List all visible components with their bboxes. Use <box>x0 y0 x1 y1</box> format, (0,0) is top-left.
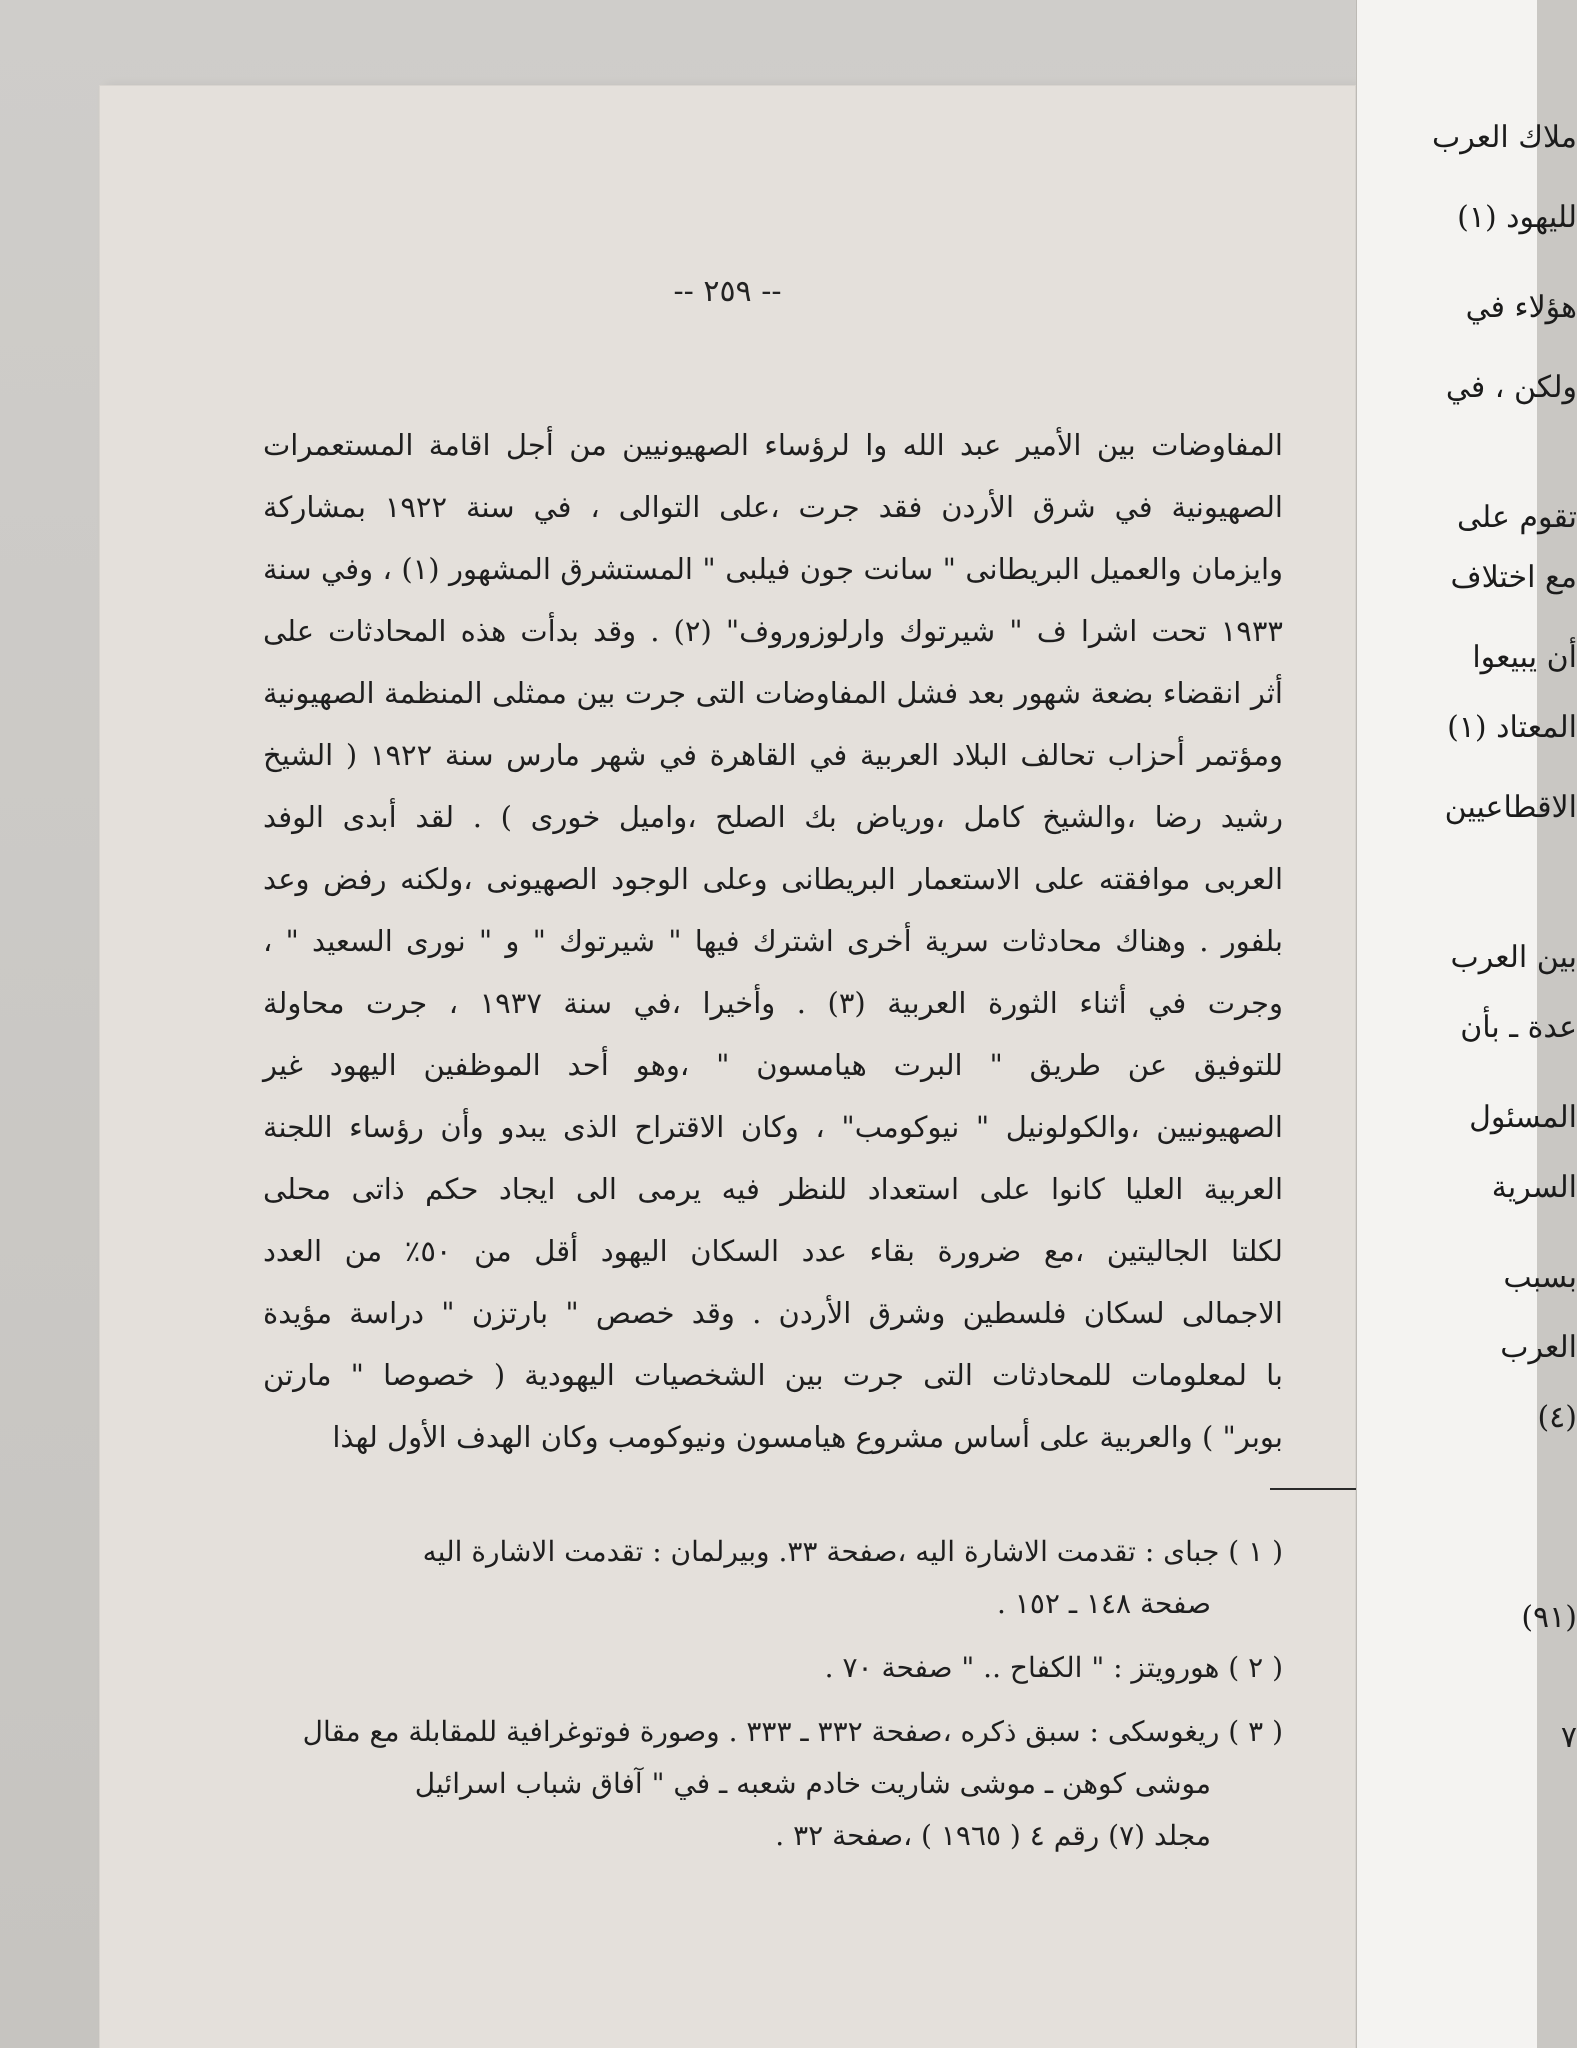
page-number: -- ٢٥٩ -- <box>673 274 782 309</box>
body-line: أثر انقضاء بضعة شهور بعد فشل المفاوضات التى جرت بين ممثلى المنظمة الصهيونية <box>263 676 1283 710</box>
body-line: بلفور . وهناك محادثات سرية أخرى اشترك فيها " شيرتوك " و " نورى السعيد " ، <box>263 924 1283 958</box>
footnote-text: صفحة ١٤٨ ـ ١٥٢ . <box>996 1587 1211 1620</box>
adjacent-page-fragment: بين العرب <box>1450 940 1577 975</box>
adjacent-page <box>1356 0 1577 2048</box>
footnote-3 <box>243 1706 1283 1862</box>
adjacent-page-fragment: ملاك العرب <box>1432 120 1577 155</box>
footnote-marker: ( ١ ) <box>1228 1535 1283 1568</box>
body-line: الاجمالى لسكان فلسطين وشرق الأردن . وقد خصص " بارتزن " دراسة مؤيدة <box>263 1296 1283 1330</box>
footnote-2 <box>243 1642 1283 1694</box>
adjacent-page-fragment: هؤلاء في <box>1465 290 1577 325</box>
body-line: با لمعلومات للمحادثات التى جرت بين الشخصيات اليهودية ( خصوصا " مارتن <box>263 1358 1283 1392</box>
adjacent-page-fragment: السرية <box>1491 1170 1577 1205</box>
body-line: وجرت في أثناء الثورة العربية (٣) . وأخيرا ،في سنة ١٩٣٧ ، جرت محاولة <box>263 986 1283 1020</box>
body-line: وايزمان والعميل البريطانى " سانت جون فيلبى " المستشرق المشهور (١) ، وفي سنة <box>263 552 1284 586</box>
body-line: لكلتا الجاليتين ،مع ضرورة بقاء عدد السكان اليهود أقل من ٥٠٪ من العدد <box>263 1234 1283 1268</box>
adjacent-page-fragment: عدة ـ بأن <box>1460 1010 1577 1045</box>
footnotes <box>243 1526 1283 1874</box>
footnote-text: جباى : تقدمت الاشارة اليه ،صفحة ٣٣. وبيرلمان : تقدمت الاشارة اليه <box>422 1535 1220 1568</box>
book-page <box>100 86 1355 2048</box>
footnote-marker: ( ٢ ) <box>1228 1651 1283 1684</box>
adjacent-page-fragment: الاقطاعيين <box>1444 790 1577 825</box>
adjacent-page-fragment: لليهود (١) <box>1457 200 1577 235</box>
body-line: العربية العليا كانوا على استعداد للنظر فيه يرمى الى ايجاد حكم ذاتى محلى <box>263 1172 1283 1206</box>
footnote-1 <box>243 1526 1283 1630</box>
body-line: ١٩٣٣ تحت اشرا ف " شيرتوك وارلوزوروف" (٢) . وقد بدأت هذه المحادثات على <box>263 614 1283 648</box>
adjacent-page-fragment: أن يبيعوا <box>1472 640 1577 675</box>
adjacent-page-fragment: (٤) <box>1537 1400 1577 1435</box>
adjacent-page-fragment: المعتاد (١) <box>1447 710 1577 745</box>
adjacent-page-fragment: تقوم على <box>1457 500 1577 535</box>
footnote-text: مجلد (٧) رقم ٤ ( ١٩٦٥ ) ،صفحة ٣٢ . <box>775 1819 1211 1852</box>
body-line: للتوفيق عن طريق " البرت هيامسون " ،وهو أحد الموظفين اليهود غير <box>263 1048 1283 1082</box>
body-line: العربى موافقته على الاستعمار البريطانى وعلى الوجود الصهيونى ،ولكنه رفض وعد <box>263 862 1283 896</box>
footnote-text: موشى كوهن ـ موشى شاريت خادم شعبه ـ في " آفاق شباب اسرائيل <box>414 1767 1211 1800</box>
footnote-marker: ( ٣ ) <box>1228 1715 1283 1748</box>
body-text <box>263 414 1283 1468</box>
adjacent-page-fragment: ولكن ، في <box>1445 370 1577 405</box>
adjacent-page-fragment: المسئول <box>1469 1100 1577 1135</box>
body-line: رشيد رضا ،والشيخ كامل ،ورياض بك الصلح ،واميل خورى ) . لقد أبدى الوفد <box>263 800 1283 834</box>
body-line: بوبر" ) والعربية على أساس مشروع هيامسون ونيوكومب وكان الهدف الأول لهذا <box>332 1420 1283 1454</box>
adjacent-page-fragment: بسبب <box>1503 1260 1577 1295</box>
body-line: المفاوضات بين الأمير عبد الله وا لرؤساء الصهيونيين من أجل اقامة المستعمرات <box>263 428 1283 462</box>
adjacent-page-fragment: (٩١) <box>1521 1600 1577 1635</box>
body-line: الصهيونيين ،والكولونيل " نيوكومب" ، وكان الاقتراح الذى يبدو وأن رؤساء اللجنة <box>263 1110 1283 1144</box>
body-line: الصهيونية في شرق الأردن فقد جرت ،على التوالى ، في سنة ١٩٢٢ بمشاركة <box>263 490 1283 524</box>
footnote-text: ريغوسكى : سبق ذكره ،صفحة ٣٣٢ ـ ٣٣٣ . وصورة فوتوغرافية للمقابلة مع مقال <box>302 1715 1220 1748</box>
body-line: ومؤتمر أحزاب تحالف البلاد العربية في القاهرة في شهر مارس سنة ١٩٢٢ ( الشيخ <box>263 738 1283 772</box>
adjacent-page-fragment: ٧ <box>1560 1720 1577 1755</box>
footnote-text: هورويتز : " الكفاح .. " صفحة ٧٠ . <box>824 1651 1220 1684</box>
adjacent-page-fragment: مع اختلاف <box>1450 560 1577 595</box>
adjacent-page-fragment: العرب <box>1500 1330 1577 1365</box>
